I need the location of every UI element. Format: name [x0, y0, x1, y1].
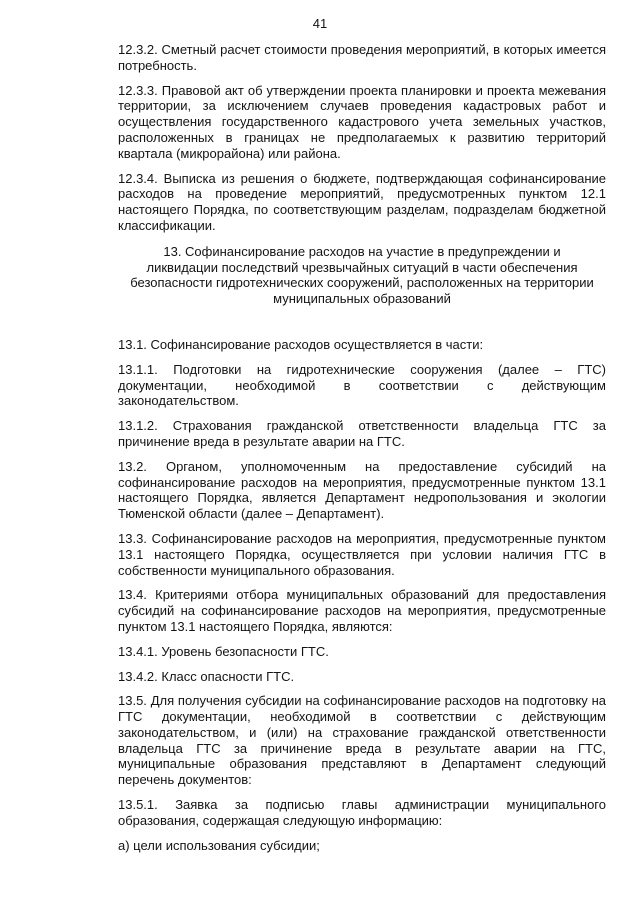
paragraph-12-3-2: 12.3.2. Сметный расчет стоимости проведения мероприятий, в которых имеется потребность. [118, 42, 606, 73]
paragraph-13-4-2: 13.4.2. Класс опасности ГТС. [118, 668, 295, 684]
paragraph-12-3-3: 12.3.3. Правовой акт об утверждении проекта планировки и проекта межевания территории, за исключением случаев проведения кадастровых работ и осуществления государственного кадастрового учета земельных участков, расположенных в границах не предполагаемых к развитию территорий квартала (микрорайона) или района. [118, 82, 606, 161]
paragraph-13-1-2: 13.1.2. Страхования гражданской ответственности владельца ГТС за причинение вреда в результате аварии на ГТС. [118, 418, 606, 449]
document-body [118, 42, 606, 862]
paragraph-13-5: 13.5. Для получения субсидии на софинансирование расходов на подготовку на ГТС документации, необходимой в соответствии с действующим законодательством, и (или) на страхование гражданской ответственности владельца ГТС за причинение вреда в результате аварии на ГТС, муниципальные образования представляют в Департамент следующий перечень документов: [118, 693, 606, 788]
paragraph-13-4-1: 13.4.1. Уровень безопасности ГТС. [118, 643, 329, 659]
paragraph-13-5-1-a: а) цели использования субсидии; [118, 837, 320, 853]
paragraph-13-1-1: 13.1.1. Подготовки на гидротехнические сооружения (далее – ГТС) документации, необходимой в соответствии с действующим законодательством. [118, 361, 606, 409]
paragraph-13-3: 13.3. Софинансирование расходов на мероприятия, предусмотренные пунктом 13.1 настоящего Порядка, осуществляется при условии наличия ГТС в собственности муниципального образования. [118, 530, 606, 578]
paragraph-13-5-1: 13.5.1. Заявка за подписью главы администрации муниципального образования, содержащая следующую информацию: [118, 797, 606, 828]
paragraph-13-4: 13.4. Критериями отбора муниципальных образований для предоставления субсидий на софинансирование расходов на мероприятия, предусмотренные пунктом 13.1 настоящего Порядка, являются: [118, 587, 606, 634]
page-number: 41 [312, 16, 328, 31]
paragraph-12-3-4: 12.3.4. Выписка из решения о бюджете, подтверждающая софинансирование расходов на проведение мероприятий, предусмотренных пунктом 12.1 настоящего Порядка, по соответствующим разделам, подразделам бюджетной классификации. [118, 170, 606, 233]
section-13-heading: 13. Софинансирование расходов на участие в предупреждении и ликвидации последствий чрезвычайных ситуаций в части обеспечения безопасности гидротехнических сооружений, расположенных на территории муниципальных образований [130, 243, 594, 307]
paragraph-13-1: 13.1. Софинансирование расходов осуществляется в части: [118, 336, 484, 352]
paragraph-13-2: 13.2. Органом, уполномоченным на предоставление субсидий на софинансирование расходов на мероприятия, предусмотренные пунктом 13.1 настоящего Порядка, является Департамент недропользования и экологии Тюменской области (далее – Департамент). [118, 458, 606, 522]
